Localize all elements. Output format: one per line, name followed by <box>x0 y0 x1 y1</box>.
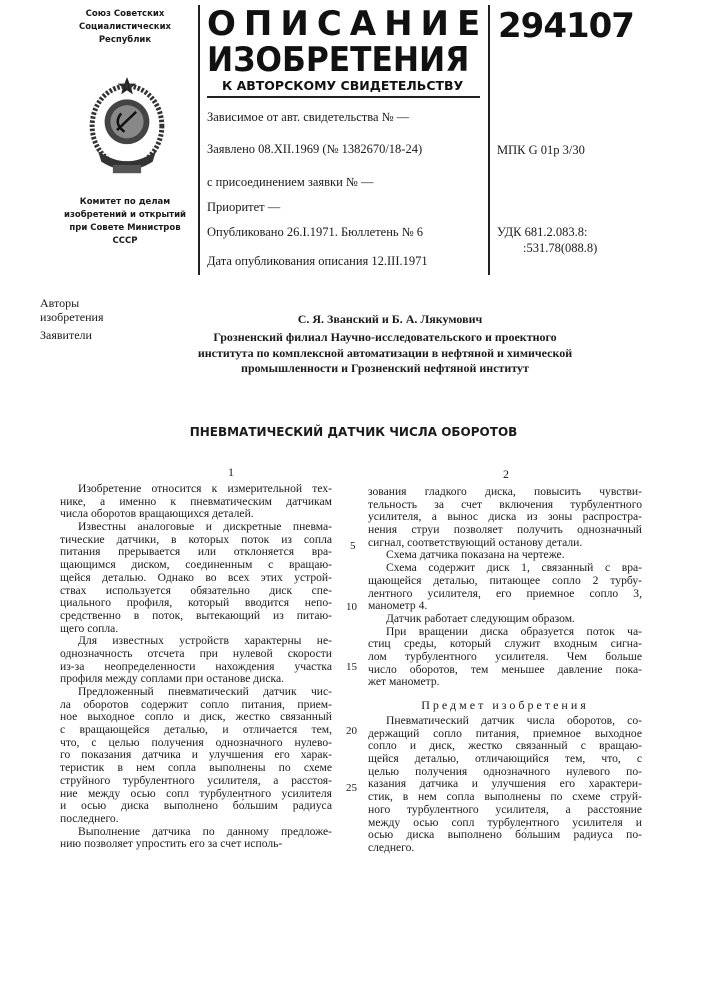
field-published: Опубликовано 26.I.1971. Бюллетень № 6 <box>207 225 423 240</box>
doc-title-line2: ИЗОБРЕТЕНИЯ <box>207 40 469 80</box>
claims-heading: Предмет изобретения <box>368 698 642 713</box>
patent-page <box>0 0 707 1000</box>
text-line: щающимся диском, соединенным с вращаю- <box>60 559 332 572</box>
line-number: 15 <box>346 661 357 673</box>
committee-line: СССР <box>50 235 200 248</box>
text-line: осью диска выполнено бо́льшим радиуса по- <box>368 829 642 842</box>
text-line: числа оборотов вращающихся деталей. <box>60 508 332 521</box>
text-line: усилителя, а вынос диска из зоны распростра- <box>368 511 642 524</box>
text-line: следнего. <box>368 842 642 855</box>
mpk-class: МПК G 01р 3/30 <box>497 143 585 158</box>
text-line: струйного турбулентного усилителя, а расстоя- <box>60 775 332 788</box>
column-number-2: 2 <box>503 467 509 482</box>
author-names: С. Я. Званский и Б. А. Лякумович <box>150 312 630 327</box>
divider <box>198 5 200 275</box>
applicants <box>140 330 630 377</box>
text-line: Изобретение относится к измерительной тех- <box>60 483 332 496</box>
ussr-emblem-icon <box>80 72 174 184</box>
text-line: ное выходное сопло и диск, жестко связанный <box>60 711 332 724</box>
text-line: жет манометр. <box>368 676 642 689</box>
text-line: Пневматический датчик числа оборотов, со- <box>368 715 642 728</box>
field-dependent: Зависимое от авт. свидетельства № — <box>207 110 409 125</box>
text-line: нике, а именно к пневматическим датчикам <box>60 496 332 509</box>
applicant-line: промышленности и Грозненский нефтяной институт <box>140 361 630 377</box>
text-line: Известны аналоговые и дискретные пневма- <box>60 521 332 534</box>
text-line: держащий сопло питания, приемное выходное <box>368 728 642 741</box>
text-line: Выполнение датчика по данному предложе- <box>60 826 332 839</box>
authors-label: Авторы <box>40 296 103 310</box>
text-line: питания прерывается или отклоняется вра- <box>60 546 332 559</box>
text-line: При вращении диска образуется поток ча- <box>368 626 642 639</box>
org-line: Союз Советских <box>50 8 200 21</box>
text-line: сигнал, соответствующий останову детали. <box>368 537 642 550</box>
column-2 <box>368 486 642 689</box>
text-line: щейся деталью. Однако во всех этих устрой- <box>60 572 332 585</box>
committee-line: Комитет по делам <box>50 196 200 209</box>
text-line: нения струи позволяет получить однозначный <box>368 524 642 537</box>
committee-line: изобретений и открытий <box>50 209 200 222</box>
text-line: с вращающейся деталью, и отличается тем, <box>60 724 332 737</box>
invention-title: ПНЕВМАТИЧЕСКИЙ ДАТЧИК ЧИСЛА ОБОРОТОВ <box>0 425 707 439</box>
claims-text <box>368 715 642 855</box>
text-line: казания датчика и улучшения его характери- <box>368 778 642 791</box>
line-number: 10 <box>346 601 357 613</box>
text-line: профиля между соплами при останове диска. <box>60 673 332 686</box>
patent-number: 294107 <box>498 6 634 46</box>
text-line: что, с целью получения однозначного нулево- <box>60 737 332 750</box>
column-number-1: 1 <box>228 465 234 480</box>
text-line: средственно в поток, вытекающий из питаю- <box>60 610 332 623</box>
text-line: Для известных устройств характерны не- <box>60 635 332 648</box>
text-line: щающейся деталью, питающее сопло 2 турбу- <box>368 575 642 588</box>
text-line: Схема датчика показана на чертеже. <box>368 549 642 562</box>
text-line: циального профиля, который вводится непо- <box>60 597 332 610</box>
text-line: Схема содержит диск 1, связанный с вра- <box>368 562 642 575</box>
text-line: нию позволяет упростить его за счет исполь- <box>60 838 332 851</box>
text-line: тельность за счет включения турбулентного <box>368 499 642 512</box>
text-line: щейся деталью, отличающийся тем, что, с <box>368 753 642 766</box>
column-1 <box>60 483 332 851</box>
udk-line1: УДК 681.2.083.8: <box>497 225 587 240</box>
text-line: между осью сопл турбулентного усилителя и <box>368 817 642 830</box>
text-line: лом турбулентного усилителя. Чем больше <box>368 651 642 664</box>
text-line: теристик в нем сопла выполнены по схеме <box>60 762 332 775</box>
text-line: однозначность отсчета при нулевой скорости <box>60 648 332 661</box>
text-line: ние между осью сопл турбулентного усилителя <box>60 788 332 801</box>
text-line: лентного усилителя, его приемное сопло 3, <box>368 588 642 601</box>
committee-line: при Совете Министров <box>50 222 200 235</box>
divider <box>488 5 490 275</box>
text-line: щего сопла. <box>60 623 332 636</box>
org-line: Республик <box>50 34 200 47</box>
applicant-line: Грозненский филиал Научно-исследовательского и проектного <box>140 330 630 346</box>
text-line: тические датчики, в которых поток из сопла <box>60 534 332 547</box>
text-line: Предложенный пневматический датчик чис- <box>60 686 332 699</box>
text-line: манометр 4. <box>368 600 642 613</box>
text-line: Датчик работает следующим образом. <box>368 613 642 626</box>
text-line: и осью диска выполнено бо́льшим радиуса <box>60 800 332 813</box>
line-number: 25 <box>346 782 357 794</box>
text-line: из-за неопределенности нахождения участка <box>60 661 332 674</box>
field-addition: с присоединением заявки № — <box>207 175 373 190</box>
doc-subtitle: К АВТОРСКОМУ СВИДЕТЕЛЬСТВУ <box>222 78 463 93</box>
text-line: стик, в нем сопла выполнены по схеме струй- <box>368 791 642 804</box>
rule <box>207 96 480 98</box>
text-line: последнего. <box>60 813 332 826</box>
field-description-date: Дата опубликования описания 12.III.1971 <box>207 254 428 269</box>
text-line: сопло и диск, жестко связанный с вращаю- <box>368 740 642 753</box>
issuing-state <box>50 8 200 47</box>
text-line: ла оборотов содержит сопло питания, прием- <box>60 699 332 712</box>
authors-labels <box>40 296 103 342</box>
authors-label: изобретения <box>40 310 103 324</box>
text-line: го показания датчика и улучшения его харак- <box>60 749 332 762</box>
committee <box>50 196 200 248</box>
org-line: Социалистических <box>50 21 200 34</box>
text-line: зования гладкого диска, повысить чувстви- <box>368 486 642 499</box>
text-line: ствах используется обязательно диск спе- <box>60 585 332 598</box>
text-line: целью получения однозначного нулевого по- <box>368 766 642 779</box>
field-priority: Приоритет — <box>207 200 280 215</box>
applicant-line: института по комплексной автоматизации в нефтяной и химической <box>140 346 630 362</box>
text-line: число оборотов, тем меньшее давление пока- <box>368 664 642 677</box>
applicants-label: Заявители <box>40 328 103 342</box>
doc-title-line1: ОПИСАНИЕ <box>207 4 488 44</box>
text-line: стиц среды, который служит входным сигна- <box>368 638 642 651</box>
text-line: ного турбулентного усилителя, а расстояние <box>368 804 642 817</box>
field-filed: Заявлено 08.XII.1969 (№ 1382670/18-24) <box>207 142 422 157</box>
line-number: 5 <box>350 540 356 552</box>
udk-line2: :531.78(088.8) <box>523 241 597 256</box>
line-number: 20 <box>346 725 357 737</box>
